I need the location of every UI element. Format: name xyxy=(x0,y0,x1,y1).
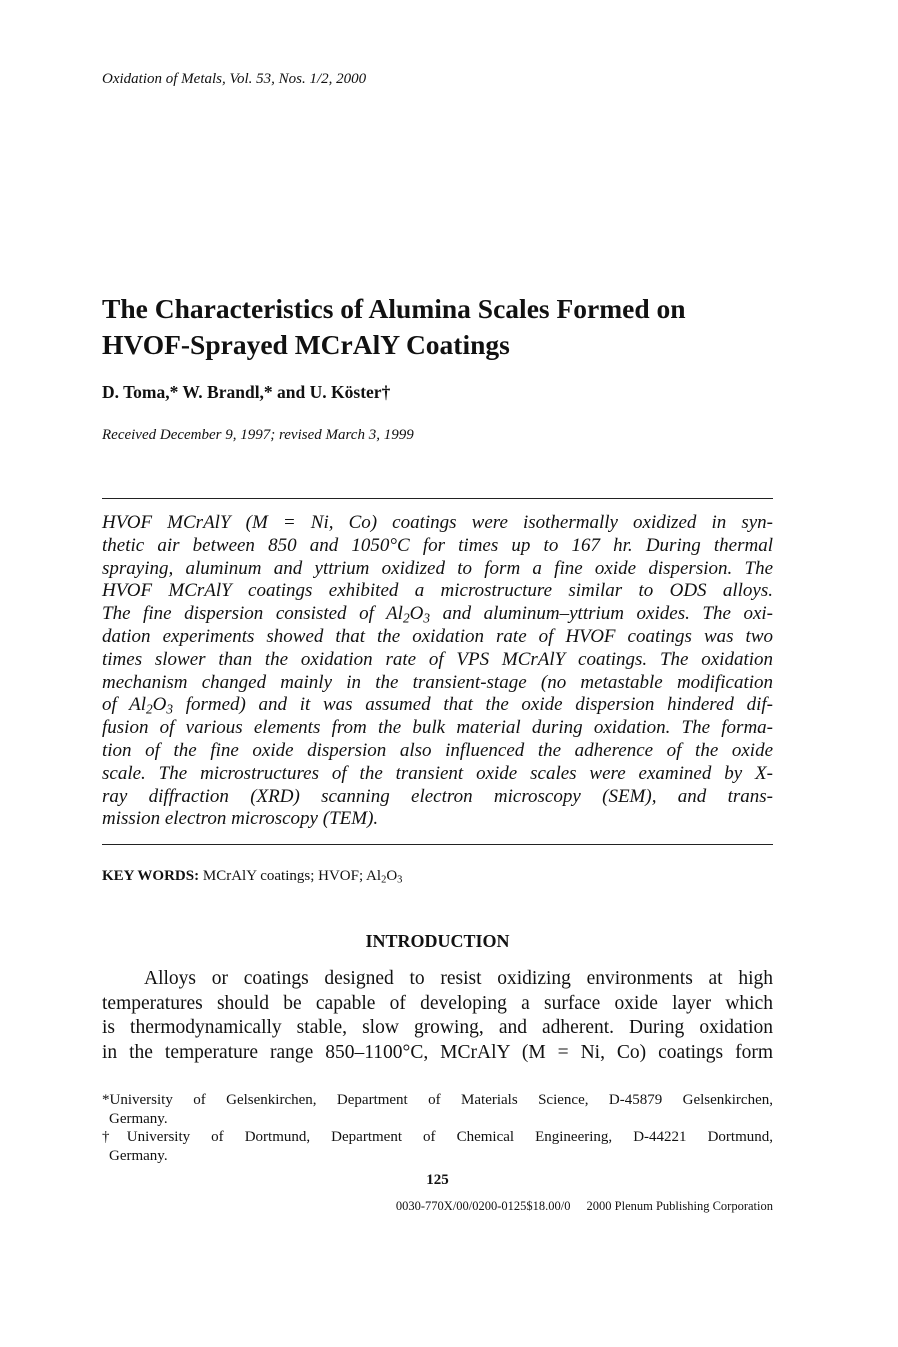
abstract xyxy=(102,512,773,831)
subscript: 3 xyxy=(397,874,403,886)
abstract-line: tion of the fine oxide dispersion also influenced the adherence of the oxide xyxy=(102,739,773,761)
subscript: 2 xyxy=(402,610,410,626)
intro-line: Alloys or coatings designed to resist oxidizing environments at high xyxy=(144,968,773,989)
abstract-bottom-rule xyxy=(102,844,773,845)
footnotes xyxy=(102,1091,773,1165)
page-number: 125 xyxy=(426,1172,449,1188)
keywords-text: O xyxy=(386,868,398,884)
subscript: 3 xyxy=(423,610,431,626)
abstract-line xyxy=(102,603,773,626)
abstract-line: dation experiments showed that the oxidation rate of HVOF coatings was two xyxy=(102,625,773,647)
abstract-text: The fine dispersion consisted of Al xyxy=(102,603,403,625)
footnote-continuation: Germany. xyxy=(109,1147,168,1164)
abstract-line: fusion of various elements from the bulk material during oxidation. The forma- xyxy=(102,717,773,739)
copyright-code: 0030-770X/00/0200-0125$18.00/0 xyxy=(395,1199,571,1213)
received-dates: Received December 9, 1997; revised March 3, 1999 xyxy=(102,427,414,443)
abstract-top-rule xyxy=(102,498,773,499)
footnote-affiliation: †University of Dortmund, Department of Chemical Engineering, D-44221 Dortmund, xyxy=(102,1129,773,1145)
abstract-line: HVOF MCrAlY (M = Ni, Co) coatings were isothermally oxidized in syn- xyxy=(102,512,773,533)
footnote-affiliation: *University of Gelsenkirchen, Department of Materials Science, D-45879 Gelsenkirchen, xyxy=(102,1092,773,1108)
abstract-line: mechanism changed mainly in the transient-stage (no metastable modification xyxy=(102,671,773,693)
abstract-line: HVOF MCrAlY coatings exhibited a microstructure similar to ODS alloys. xyxy=(102,580,773,602)
subscript: 3 xyxy=(166,701,174,717)
title-line: The Characteristics of Alumina Scales Formed on xyxy=(102,293,686,324)
abstract-text: of Al xyxy=(102,694,146,716)
keywords xyxy=(102,868,402,885)
author-list: D. Toma,* W. Brandl,* and U. Köster† xyxy=(102,382,391,402)
abstract-line: scale. The microstructures of the transient oxide scales were examined by X- xyxy=(102,762,773,784)
abstract-line: times slower than the oxidation rate of VPS MCrAlY coatings. The oxidation xyxy=(102,648,773,670)
abstract-line xyxy=(102,694,773,717)
abstract-line: ray diffraction (XRD) scanning electron microscopy (SEM), and trans- xyxy=(102,785,773,807)
subscript: 2 xyxy=(146,701,153,717)
footnote-continuation: Germany. xyxy=(109,1110,168,1127)
abstract-line: mission electron microscopy (TEM). xyxy=(102,808,379,830)
intro-line: is thermodynamically stable, slow growing, and adherent. During oxidation xyxy=(102,1017,773,1038)
copyright-publisher: 2000 Plenum Publishing Corporation xyxy=(586,1199,773,1213)
abstract-text: formed) and it was assumed that the oxide dispersion hindered dif- xyxy=(173,694,773,716)
abstract-line: spraying, aluminum and yttrium oxidized to form a fine oxide dispersion. The xyxy=(102,557,773,579)
subscript: 2 xyxy=(381,874,387,886)
journal-citation: Oxidation of Metals, Vol. 53, Nos. 1/2, 2000 xyxy=(102,71,367,87)
abstract-text: and aluminum–yttrium oxides. The oxi- xyxy=(430,603,773,625)
title-line: HVOF-Sprayed MCrAlY Coatings xyxy=(102,329,510,360)
section-heading: INTRODUCTION xyxy=(365,931,510,951)
abstract-line: thetic air between 850 and 1050°C for times up to 167 hr. During thermal xyxy=(102,534,773,556)
abstract-text: O xyxy=(152,694,167,716)
keywords-text: MCrAlY coatings; HVOF; Al xyxy=(199,868,382,884)
introduction-text xyxy=(102,967,773,1065)
copyright-line xyxy=(102,1199,773,1214)
abstract-text: O xyxy=(409,603,424,625)
intro-line: temperatures should be capable of developing a surface oxide layer which xyxy=(102,992,773,1014)
paper-title xyxy=(102,291,773,363)
keywords-label: KEY WORDS: xyxy=(102,868,200,884)
intro-line: in the temperature range 850–1100°C, MCrAlY (M = Ni, Co) coatings form xyxy=(102,1041,773,1063)
